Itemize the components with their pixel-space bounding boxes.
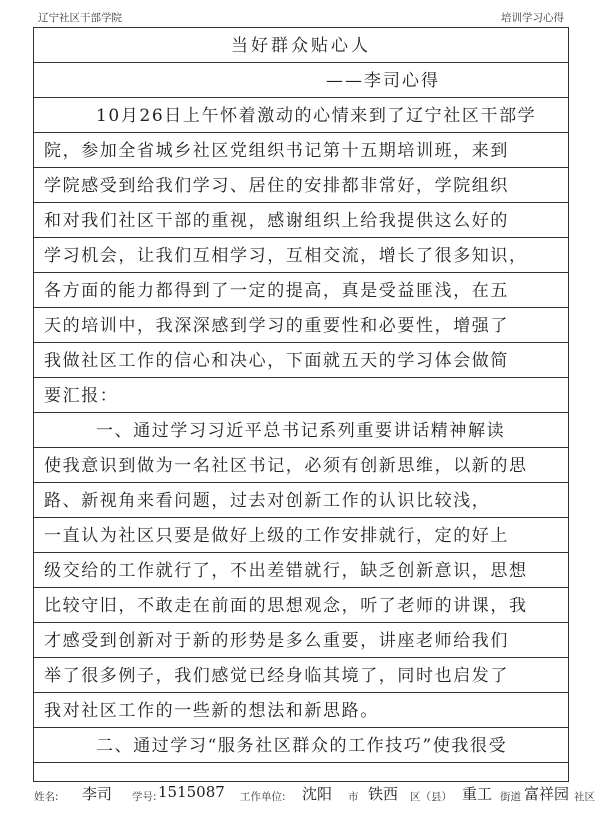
essay-line: 才感受到创新对于新的形势是多么重要，讲座老师给我们: [44, 631, 509, 651]
ruled-sheet: [33, 27, 569, 782]
essay-title: 当好群众贴心人: [231, 36, 371, 56]
footer-info: [34, 783, 595, 809]
ruled-line: [34, 552, 568, 553]
essay-line: 一直认为社区只要是做好上级的工作安排就行，定的好上: [44, 526, 509, 546]
ruled-line: [34, 132, 568, 133]
city-value: 沈阳: [302, 785, 333, 803]
name-value: 李司: [82, 785, 113, 803]
ruled-line: [34, 622, 568, 623]
ruled-line: [34, 692, 568, 693]
ruled-line: [34, 482, 568, 483]
id-label: 学号:: [132, 791, 157, 803]
ruled-line: [34, 727, 568, 728]
header-school-name: 辽宁社区干部学院: [38, 12, 122, 24]
district-label: 区（县）: [410, 791, 452, 803]
essay-line: 级交给的工作就行了，不出差错就行，缺乏创新意识，思想: [44, 561, 528, 581]
city-label: 市: [348, 791, 359, 803]
ruled-line: [34, 272, 568, 273]
ruled-line: [34, 657, 568, 658]
community-label: 社区: [574, 791, 595, 803]
ruled-line: [34, 762, 568, 763]
unit-label: 工作单位:: [240, 791, 286, 803]
ruled-line: [34, 377, 568, 378]
street-label: 街道: [500, 791, 521, 803]
essay-line: 一、通过学习习近平总书记系列重要讲话精神解读: [96, 421, 506, 441]
essay-line: 学院感受到给我们学习、居住的安排都非常好，学院组织: [44, 176, 509, 196]
essay-line: 路、新视角来看问题，过去对创新工作的认识比较浅，: [44, 491, 491, 511]
district-value: 铁西: [368, 785, 399, 803]
essay-line: 比较守旧，不敢走在前面的思想观念，听了老师的讲课，我: [44, 596, 528, 616]
ruled-line: [34, 237, 568, 238]
ruled-line: [34, 447, 568, 448]
ruled-line: [34, 97, 568, 98]
name-label: 姓名:: [34, 791, 59, 803]
essay-line: 院，参加全省城乡社区党组织书记第十五期培训班，来到: [44, 141, 509, 161]
ruled-line: [34, 167, 568, 168]
street-value: 重工: [462, 785, 493, 803]
ruled-line: [34, 342, 568, 343]
header-doc-type: 培训学习心得: [501, 12, 564, 24]
essay-line: 举了很多例子，我们感觉已经身临其境了，同时也启发了: [44, 666, 509, 686]
essay-line: 使我意识到做为一名社区书记，必须有创新思维，以新的思: [44, 456, 528, 476]
id-value: 1515087: [158, 783, 225, 801]
ruled-line: [34, 587, 568, 588]
essay-line: 10月26日上午怀着激动的心情来到了辽宁社区干部学: [96, 106, 537, 126]
essay-line: 和对我们社区干部的重视，感谢组织上给我提供这么好的: [44, 211, 509, 231]
essay-line: 各方面的能力都得到了一定的提高，真是受益匪浅，在五: [44, 281, 509, 301]
essay-line: 我对社区工作的一些新的想法和新思路。: [44, 701, 379, 721]
essay-line: 二、通过学习“服务社区群众的工作技巧”使我很受: [96, 736, 508, 756]
essay-line: 我做社区工作的信心和决心，下面就五天的学习体会做简: [44, 351, 509, 371]
community-value: 富祥园: [524, 785, 570, 803]
ruled-line: [34, 412, 568, 413]
ruled-line: [34, 307, 568, 308]
ruled-line: [34, 517, 568, 518]
ruled-line: [34, 202, 568, 203]
essay-byline: ——李司心得: [326, 71, 440, 91]
essay-line: 要汇报：: [44, 386, 119, 406]
essay-line: 天的培训中，我深深感到学习的重要性和必要性，增强了: [44, 316, 509, 336]
essay-line: 学习机会，让我们互相学习，互相交流，增长了很多知识，: [44, 246, 528, 266]
ruled-line: [34, 62, 568, 63]
